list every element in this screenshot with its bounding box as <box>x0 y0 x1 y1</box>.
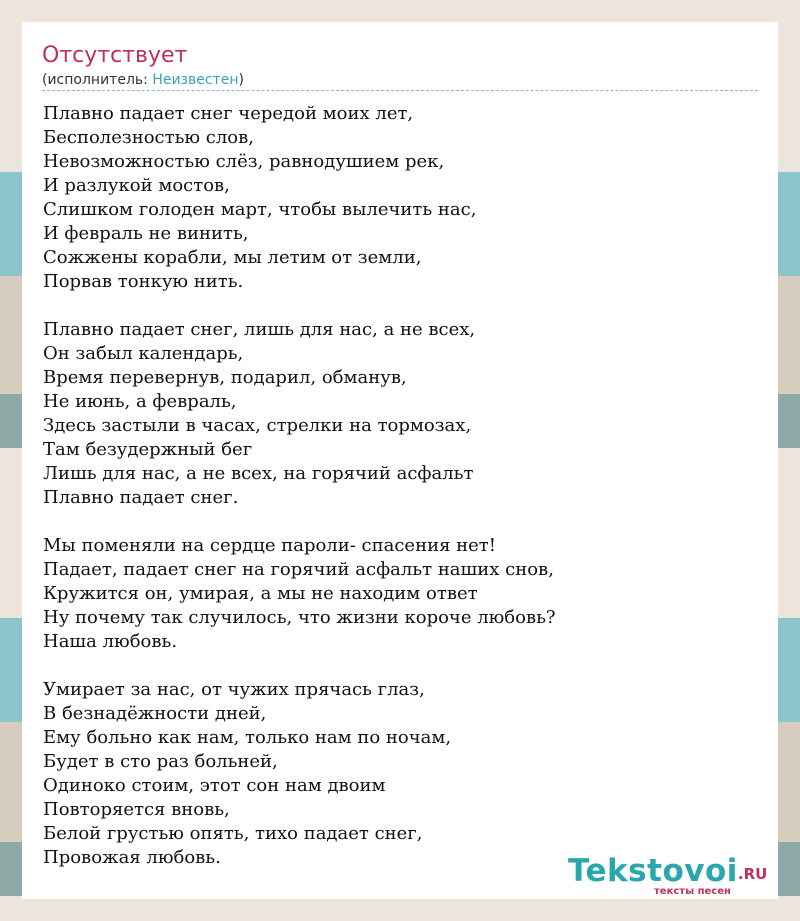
title-divider <box>42 90 758 91</box>
lyrics-line: Ну почему так случилось, что жизни короче любовь? <box>43 607 556 628</box>
lyrics-line: Провожая любовь. <box>43 847 221 868</box>
lyrics-line: Время перевернув, подарил, обманув, <box>43 367 407 388</box>
lyrics-line: Умирает за нас, от чужих прячась глаз, <box>43 679 425 700</box>
lyrics-line: Одиноко стоим, этот сон нам двоим <box>43 775 386 796</box>
lyrics-line: Бесполезностью слов, <box>43 127 254 148</box>
logo-tld: .RU <box>737 865 768 883</box>
lyrics-line: Плавно падает снег чередой моих лет, <box>43 103 414 124</box>
lyrics-line: И февраль не винить, <box>43 223 249 244</box>
lyrics-line: Будет в сто раз больней, <box>43 751 278 772</box>
lyrics-line: Мы поменяли на сердце пароли- спасения нет! <box>43 535 496 556</box>
lyrics-line: Слишком голоден март, чтобы вылечить нас, <box>43 199 477 220</box>
song-title: Отсутствует <box>42 43 188 68</box>
lyrics-line: Падает, падает снег на горячий асфальт наших снов, <box>43 559 554 580</box>
lyrics-line: Наша любовь. <box>43 631 178 652</box>
lyrics-stanza <box>43 318 556 510</box>
artist-link[interactable]: Неизвестен <box>152 72 239 88</box>
lyrics-stanza <box>43 534 556 654</box>
lyrics-line: Он забыл календарь, <box>43 343 244 364</box>
lyrics-line: И разлукой мостов, <box>43 175 230 196</box>
lyrics-line: Порвав тонкую нить. <box>43 271 244 292</box>
lyrics-line: В безнадёжности дней, <box>43 703 267 724</box>
lyrics-line: Белой грустью опять, тихо падает снег, <box>43 823 423 844</box>
lyrics-card <box>22 22 778 899</box>
lyrics-line: Плавно падает снег, лишь для нас, а не всех, <box>43 319 476 340</box>
lyrics-line: Ему больно как нам, только нам по ночам, <box>43 727 452 748</box>
site-logo[interactable] <box>568 853 768 897</box>
lyrics-line: Повторяется вновь, <box>43 799 230 820</box>
artist-prefix: (исполнитель: <box>42 72 153 88</box>
logo-wordmark: Tekstovoi <box>568 853 738 889</box>
lyrics-text <box>43 102 556 894</box>
lyrics-line: Здесь застыли в часах, стрелки на тормозах, <box>43 415 472 436</box>
lyrics-line: Кружится он, умирая, а мы не находим ответ <box>43 583 478 604</box>
lyrics-line: Невозможностью слёз, равнодушием рек, <box>43 151 445 172</box>
lyrics-line: Там безудержный бег <box>43 439 253 460</box>
lyrics-line: Сожжены корабли, мы летим от земли, <box>43 247 422 268</box>
lyrics-line: Лишь для нас, а не всех, на горячий асфальт <box>43 463 474 484</box>
lyrics-stanza <box>43 678 556 870</box>
lyrics-line: Не июнь, а февраль, <box>43 391 237 412</box>
lyrics-stanza <box>43 102 556 294</box>
lyrics-line: Плавно падает снег. <box>43 487 239 508</box>
artist-suffix: ) <box>238 72 244 88</box>
artist-line <box>42 71 244 89</box>
logo-subtitle: тексты песен <box>654 886 731 897</box>
